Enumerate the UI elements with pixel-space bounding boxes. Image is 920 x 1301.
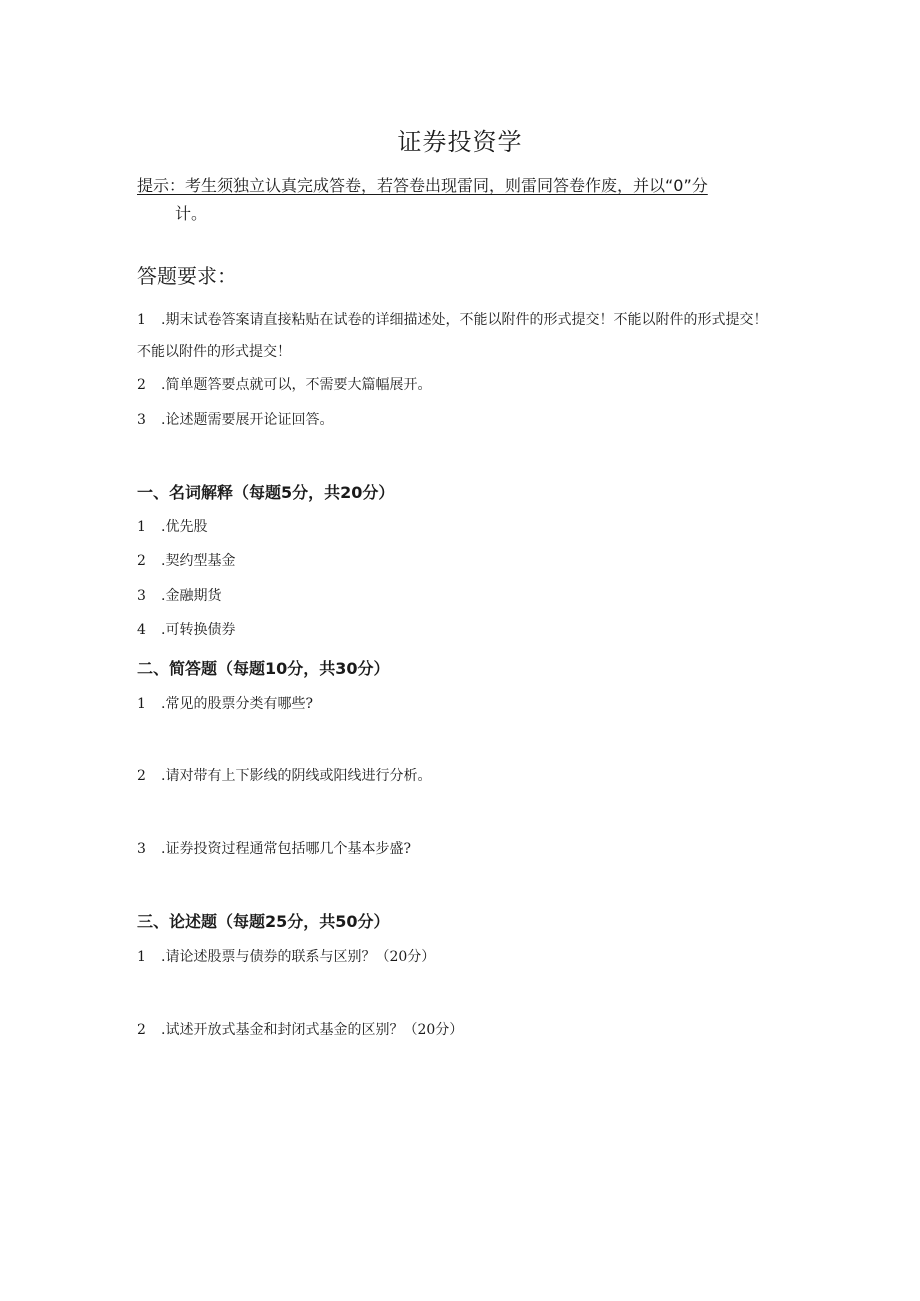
- item-text: .简单题答要点就可以，不需要大篇幅展开。: [161, 377, 432, 393]
- requirements-heading: 答题要求：: [137, 264, 237, 288]
- item-number: 3: [137, 412, 146, 428]
- item-text: .请对带有上下影线的阴线或阳线进行分析。: [161, 768, 432, 784]
- item-text: .证券投资过程通常包括哪几个基本步盛?: [161, 841, 411, 857]
- item-number: 2: [137, 553, 146, 569]
- document-title: 证券投资学: [397, 128, 523, 156]
- section-2-item-3: [137, 838, 411, 858]
- section-heading-3: 三、论述题（每题25分，共50分）: [137, 912, 390, 931]
- section-heading-2: 二、简答题（每题10分，共30分）: [137, 659, 390, 678]
- item-text: .论述题需要展开论证回答。: [161, 412, 334, 428]
- item-number: 3: [137, 588, 146, 604]
- section-1-item-4: [137, 619, 235, 639]
- item-number: 2: [137, 768, 146, 784]
- section-1-item-3: [137, 585, 221, 605]
- item-text: .可转换债券: [161, 622, 236, 638]
- item-text: .试述开放式基金和封闭式基金的区别？（20分）: [161, 1022, 464, 1038]
- item-number: 2: [137, 1022, 146, 1038]
- item-text: .请论述股票与债券的联系与区别？（20分）: [161, 949, 436, 965]
- item-text: .期末试卷答案请直接粘贴在试卷的详细描述处，不能以附件的形式提交！不能以附件的形式提交！不能以附件的形式提交！: [137, 312, 768, 360]
- notice-line-2: 计。: [175, 204, 208, 223]
- item-text: .契约型基金: [161, 553, 236, 569]
- item-number: 4: [137, 622, 146, 638]
- section-1-item-2: [137, 550, 235, 570]
- item-text: .优先股: [161, 519, 208, 535]
- section-3-item-1: [137, 946, 435, 966]
- item-number: 1: [137, 949, 146, 965]
- item-text: .常见的股票分类有哪些?: [161, 696, 313, 712]
- item-text: .金融期货: [161, 588, 222, 604]
- item-number: 1: [137, 696, 146, 712]
- section-2-item-2: [137, 765, 431, 785]
- item-number: 1: [137, 519, 146, 535]
- section-3-item-2: [137, 1019, 463, 1039]
- item-number: 3: [137, 841, 146, 857]
- requirement-item-1: [137, 304, 777, 368]
- section-heading-1: 一、名词解释（每题5分，共20分）: [137, 483, 395, 502]
- section-2-item-1: [137, 693, 313, 713]
- section-1-item-1: [137, 516, 207, 536]
- item-number: 1: [137, 312, 146, 328]
- requirement-item-3: [137, 409, 333, 429]
- requirement-item-2: [137, 374, 431, 394]
- exam-notice: [137, 172, 708, 228]
- item-number: 2: [137, 377, 146, 393]
- notice-line-1: 提示：考生须独立认真完成答卷，若答卷出现雷同，则雷同答卷作废，并以“0”分: [137, 176, 708, 195]
